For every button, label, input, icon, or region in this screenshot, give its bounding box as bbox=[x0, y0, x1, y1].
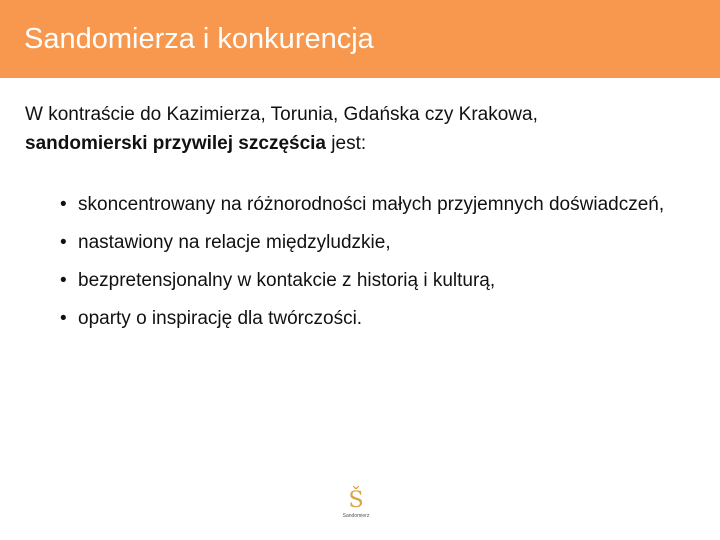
slide-title: Sandomierza i konkurencja bbox=[24, 23, 374, 55]
bullet-item bbox=[60, 188, 680, 222]
bullet-icon: • bbox=[60, 308, 67, 329]
bullet-text: skoncentrowany na różnorodności małych przyjemnych doświadczeń, bbox=[78, 194, 665, 215]
bullet-icon: • bbox=[60, 270, 67, 291]
bullet-item bbox=[60, 226, 680, 260]
bullet-list bbox=[60, 188, 680, 340]
intro-line: W kontraście do Kazimierza, Torunia, Gdańska czy Krakowa, bbox=[25, 104, 538, 125]
bullet-icon: • bbox=[60, 194, 67, 215]
bullet-text: nastawiony na relacje międzyludzkie, bbox=[78, 232, 391, 253]
sandomierz-logo bbox=[336, 490, 376, 535]
bullet-item bbox=[60, 302, 680, 336]
intro-bold-phrase: sandomierski przywilej szczęścia bbox=[25, 133, 326, 154]
bullet-icon: • bbox=[60, 232, 67, 253]
header-bar bbox=[0, 0, 720, 78]
intro-paragraph bbox=[25, 100, 685, 158]
bullet-text: bezpretensjonalny w kontakcie z historią i kulturą, bbox=[78, 270, 496, 291]
logo-mark-icon: Š bbox=[348, 488, 364, 513]
bullet-item bbox=[60, 264, 680, 298]
bullet-text: oparty o inspirację dla twórczości. bbox=[78, 308, 363, 329]
intro-tail: jest: bbox=[326, 133, 367, 154]
logo-caption: Sandomierz bbox=[342, 513, 370, 519]
